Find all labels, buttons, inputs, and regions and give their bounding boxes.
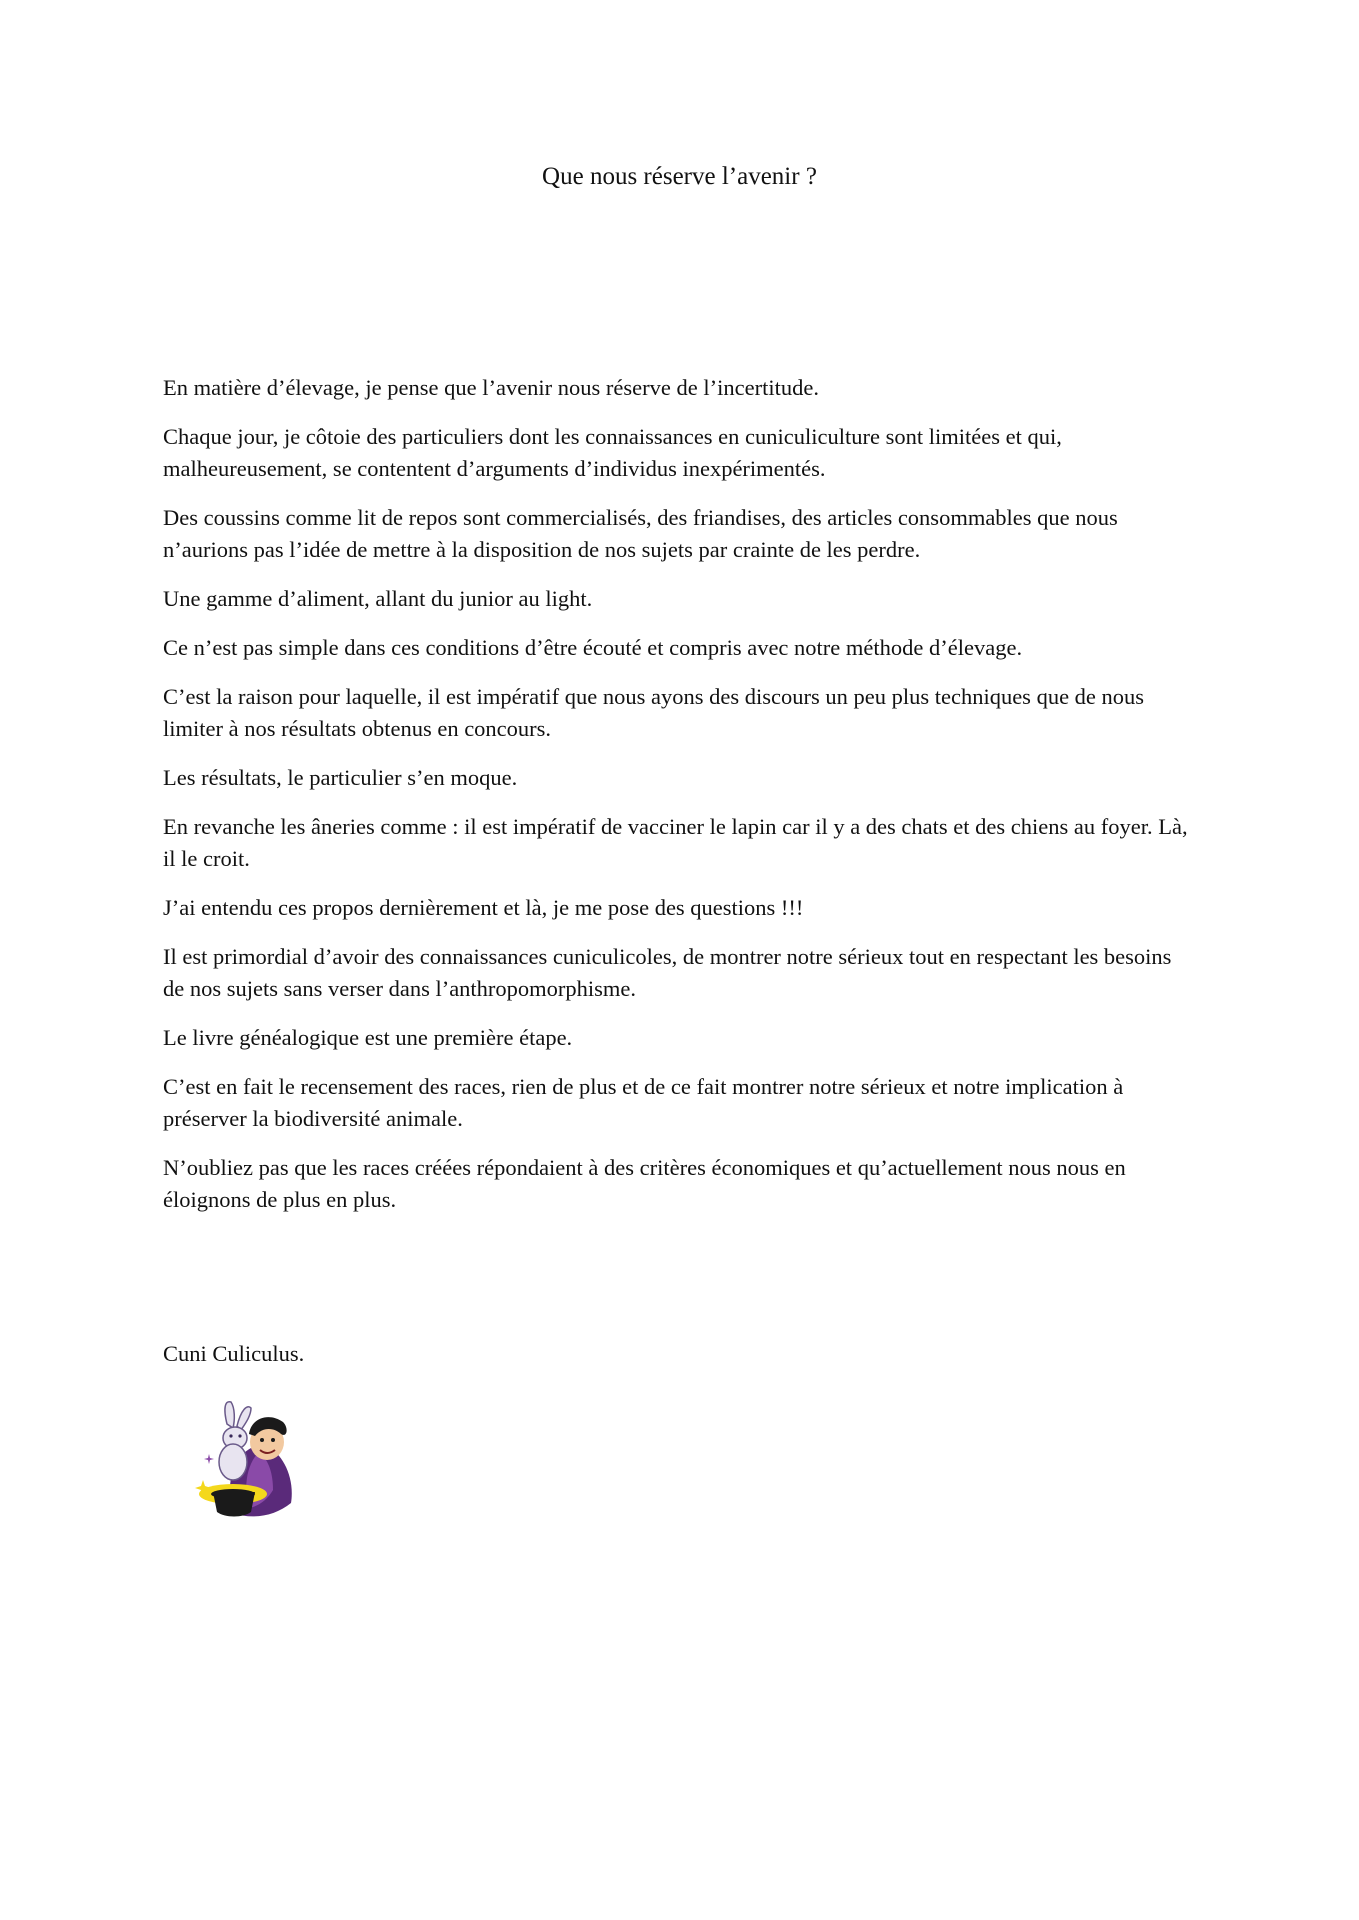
magician-illustration [163,1388,313,1538]
paragraph: Des coussins comme lit de repos sont commercialisés, des friandises, des articles consommables que nous n’aurions pas l’idée de mettre à la disposition de nos sujets par crainte de les perdre. [163,505,1118,562]
ear-right [237,1407,251,1430]
paragraph: C’est la raison pour laquelle, il est impératif que nous ayons des discours un peu plus techniques que de nous limiter à nos résultats obtenus en concours. [163,684,1145,741]
magician-rabbit-hat-icon [163,1388,313,1538]
paragraph: Une gamme d’aliment, allant du junior au light. [163,586,593,611]
page-title: Que nous réserve l’avenir ? [542,163,817,190]
document-body [163,372,1196,1233]
ear-left [225,1402,234,1428]
paragraph: Chaque jour, je côtoie des particuliers dont les connaissances en cuniculiculture sont limitées et qui, malheureusement, se contentent d’arguments d’individus inexpérimentés. [163,424,1062,481]
paragraph: Il est primordial d’avoir des connaissances cuniculicoles, de montrer notre sérieux tout en respectant les besoins de nos sujets sans verser dans l’anthropomorphisme. [163,944,1172,1001]
paragraph: J’ai entendu ces propos dernièrement et là, je me pose des questions !!! [163,895,804,920]
paragraph: Ce n’est pas simple dans ces conditions d’être écouté et compris avec notre méthode d’élevage. [163,635,1023,660]
signature: Cuni Culiculus. [163,1341,305,1366]
paragraph: N’oubliez pas que les races créées répondaient à des critères économiques et qu’actuellement nous nous en éloignons de plus en plus. [163,1155,1126,1212]
paragraph: Les résultats, le particulier s’en moque. [163,765,518,790]
paragraph: En revanche les âneries comme : il est impératif de vacciner le lapin car il y a des chats et des chiens au foyer. Là, il le croit. [163,814,1188,871]
rabbit-body [219,1444,247,1480]
paragraph: C’est en fait le recensement des races, rien de plus et de ce fait montrer notre sérieux et notre implication à préserver la biodiversité animale. [163,1074,1124,1131]
paragraph: En matière d’élevage, je pense que l’avenir nous réserve de l’incertitude. [163,375,819,400]
paragraph: Le livre généalogique est une première étape. [163,1025,573,1050]
